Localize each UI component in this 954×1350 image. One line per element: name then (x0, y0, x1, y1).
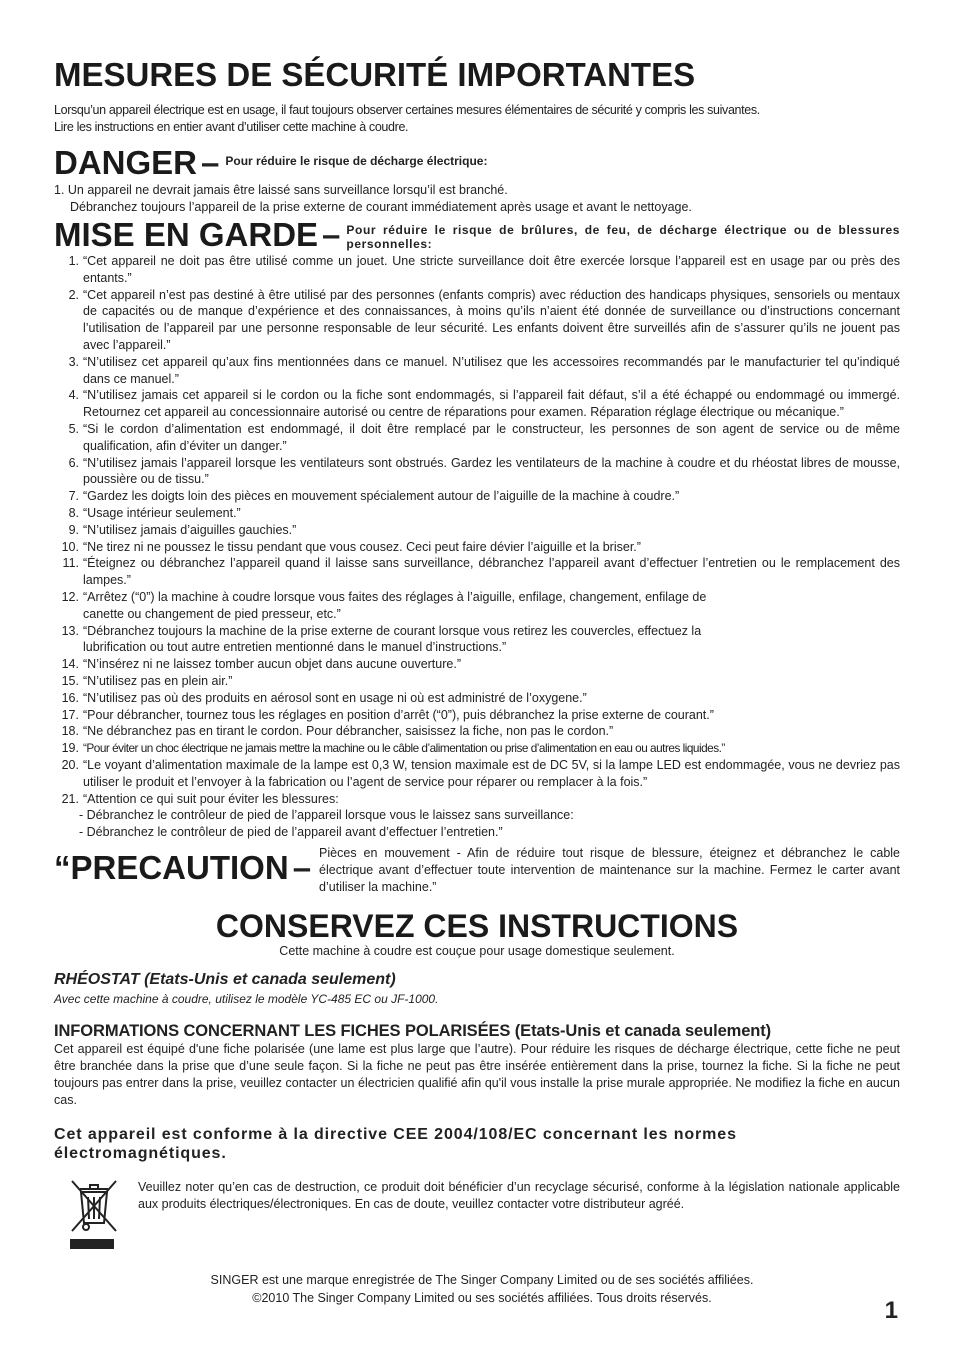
list-item: 9. “N’utilisez jamais d’aiguilles gauchies.” (68, 522, 297, 537)
list-item: 3. “N’utilisez cet appareil qu’aux fins mentionnées dans ce manuel. N’utilisez que les accessoires recommandés par le manufacturier tel qu’indiqué dans ce manuel.” (68, 354, 900, 386)
weee-text: Veuillez noter qu’en cas de destruction, ce produit doit bénéficier d’un recyclage sécurisé, conforme à la législation nationale applicable aux produits électriques/électroniques. En cas de doute, veuillez contacter votre distributeur agréé. (138, 1179, 900, 1211)
trademark-line: SINGER est une marque enregistrée de The Singer Company Limited ou de ses sociétés affiliées. (210, 1272, 754, 1287)
warning-label: MISE EN GARDE (54, 216, 319, 253)
list-item: 19. “Pour éviter un choc électrique ne jamais mettre la machine ou le câble d’alimentation ou prise d’alimentation en eau ou autres liquides.” (61, 741, 725, 756)
danger-text (54, 182, 900, 216)
intro-text (54, 102, 900, 136)
list-item: 13. “Débranchez toujours la machine de la prise externe de courant lorsque vous retirez les couvercles, effectuez la lubrification ou tout autre entretien mentionné dans le manuel d’instructions.” (61, 623, 702, 655)
weee-section (54, 1175, 900, 1255)
precaution-text: Pièces en mouvement - Afin de réduire tout risque de blessure, éteignez et débranchez le cable électrique avant d’effectuer toute intervention de maintenance sur la machine. Fermez le carter avant d’utiliser la machine.” (319, 845, 900, 894)
list-item: 4. “N’utilisez jamais cet appareil si le cordon ou la fiche sont endommagés, si l’appareil fait défaut, s’il a été échappé ou endommagé ou immergé. Retournez cet appareil au concessionnaire autorisé ou centre de réparations pour examen. Réparation réglage électrique ou mécanique.” (68, 388, 900, 420)
danger-dash: – (201, 144, 220, 181)
manual-page (54, 56, 900, 1307)
precaution-label: “PRECAUTION (54, 848, 289, 886)
list-item: 2. “Cet appareil n’est pas destiné à être utilisé par des personnes (enfants compris) avec réduction des handicaps physiques, sensoriels ou mentaux de capacités ou de manque d’expérience et des connaissances, à moins qu’ils n’aient été donnée de surveillance ou d’instructions concernant l’utilisation de l’appareil par une personne responsable de leur sécurité. Les enfants doivent être surveillés afin de s’assurer qu’ils ne jouent pas avec l’appareil.” (68, 287, 900, 352)
list-item: 14. “N’insérez ni ne laissez tomber aucun objet dans aucune ouverture.” (61, 657, 461, 672)
warning-sublist (54, 807, 900, 841)
warning-heading (54, 218, 900, 252)
list-item: 12. “Arrêtez (“0”) la machine à coudre lorsque vous faites des réglages à l’aiguille, enfilage, changement, enfilage de canette ou changement de pied presseur, etc.” (61, 589, 707, 621)
list-item: 17. “Pour débrancher, tournez tous les réglages en position d’arrêt (“0”), puis débranchez la prise externe de courant.” (61, 707, 714, 722)
crossed-out-wheelie-bin-icon (54, 1175, 138, 1255)
intro-line: Lire les instructions en entier avant d’utiliser cette machine à coudre. (54, 120, 409, 134)
rheostat-text: Avec cette machine à coudre, utilisez le modèle YC-485 EC ou JF-1000. (54, 991, 439, 1006)
warning-dash: – (322, 216, 341, 253)
sublist-item: - Débranchez le contrôleur de pied de l’appareil lorsque vous le laissez sans surveillance: (79, 808, 574, 823)
page-number: 1 (884, 1297, 898, 1324)
list-item: 7. “Gardez les doigts loin des pièces en mouvement spécialement autour de l’aiguille de la machine à coudre.” (68, 489, 680, 504)
list-item: 5. “Si le cordon d’alimentation est endommagé, il doit être remplacé par le constructeur, les personnes de son agent de service ou de même qualification, afin d’éviter un danger.” (68, 421, 900, 453)
list-item: 21. “Attention ce qui suit pour éviter les blessures: (61, 791, 339, 806)
danger-label: DANGER (54, 144, 198, 181)
conserve-title: CONSERVEZ CES INSTRUCTIONS (215, 907, 739, 944)
footer (54, 1271, 900, 1307)
warning-subtitle: Pour réduire le risque de brûlures, de feu, de décharge électrique ou de blessures personnelles: (346, 223, 900, 251)
page-title: MESURES DE SÉCURITÉ IMPORTANTES (54, 56, 696, 93)
list-item: 1. “Cet appareil ne doit pas être utilisé comme un jouet. Une stricte surveillance doit être exercée lorsque l’appareil est en usage par ou près des entants.” (68, 254, 900, 285)
conserve-subtitle: Cette machine à coudre est couçue pour usage domestique seulement. (279, 943, 675, 958)
list-item: 16. “N’utilisez pas où des produits en aérosol sont en usage ni où est administré de l’oxygene.” (61, 690, 587, 705)
list-item: 20. “Le voyant d’alimentation maximale de la lampe est 0,3 W, tension maximale est de DC 5V, si la lampe LED est endommagée, vous ne devriez pas utiliser le produit et l’envoyer à la fabrication ou l’agent de service pour réparer ou remplacer à la fois.” (61, 757, 900, 789)
danger-line: 1. Un appareil ne devrait jamais être laissé sans surveillance lorsqu’il est branché. (54, 183, 508, 197)
polarized-heading: INFORMATIONS CONCERNANT LES FICHES POLARISÉES (Etats-Unis et canada seulement) (54, 1021, 772, 1040)
intro-line: Lorsqu’un appareil électrique est en usage, il faut toujours observer certaines mesures élémentaires de sécurité y compris les suivantes. (54, 103, 760, 117)
warning-list (54, 253, 900, 807)
danger-heading (54, 146, 900, 180)
polarized-text: Cet appareil est équipé d'une fiche polarisée (une lame est plus large que l’autre). Pour réduire les risques de décharge électrique, cette fiche ne peut être branchée dans la prise que d’une seule façon. Si la fiche ne peut pas être insérée entièrement dans la prise, tournez la fiche. Si la fiche ne peut toujours pas entrer dans la prise, veuillez contacter un électricien qualifié afin qu'il vous installe la prise murale appropriée. Ne modifiez la fiche en aucun cas. (54, 1041, 900, 1107)
copyright-line: ©2010 The Singer Company Limited ou ses sociétés affiliées. Tous droits réservés. (252, 1290, 712, 1305)
danger-subtitle: Pour réduire le risque de décharge électrique: (225, 154, 488, 168)
rheostat-heading: RHÉOSTAT (Etats-Unis et canada seulement) (54, 970, 396, 988)
list-item: 11. “Éteignez ou débranchez l’appareil quand il laisse sans surveillance, débranchez l’appareil avant d’effectuer l’entretien ou le remplacement des lampes.” (62, 556, 900, 588)
sublist-item: - Débranchez le contrôleur de pied de l’appareil avant d’effectuer l’entretien.” (79, 825, 503, 840)
danger-line: Débranchez toujours l’appareil de la prise externe de courant immédiatement après usage et avant le nettoyage. (70, 200, 692, 214)
list-item: 10. “Ne tirez ni ne poussez le tissu pendant que vous cousez. Ceci peut faire dévier l’aiguille et la briser.” (61, 539, 641, 554)
list-item: 6. “N’utilisez jamais l’appareil lorsque les ventilateurs sont obstrués. Gardez les ventilateurs de la machine à coudre et du rhéostat libres de mousse, poussière ou de tissu.” (68, 455, 900, 487)
precaution-section (54, 845, 900, 896)
cee-heading: Cet appareil est conforme à la directive CEE 2004/108/EC concernant les normes électromagnétiques. (54, 1125, 737, 1162)
list-item: 8. “Usage intérieur seulement.” (68, 505, 241, 520)
list-item: 15. “N’utilisez pas en plein air.” (61, 673, 233, 688)
precaution-dash: – (292, 848, 312, 886)
list-item: 18. “Ne débranchez pas en tirant le cordon. Pour débrancher, saisissez la fiche, non pas le cordon.” (61, 724, 614, 739)
